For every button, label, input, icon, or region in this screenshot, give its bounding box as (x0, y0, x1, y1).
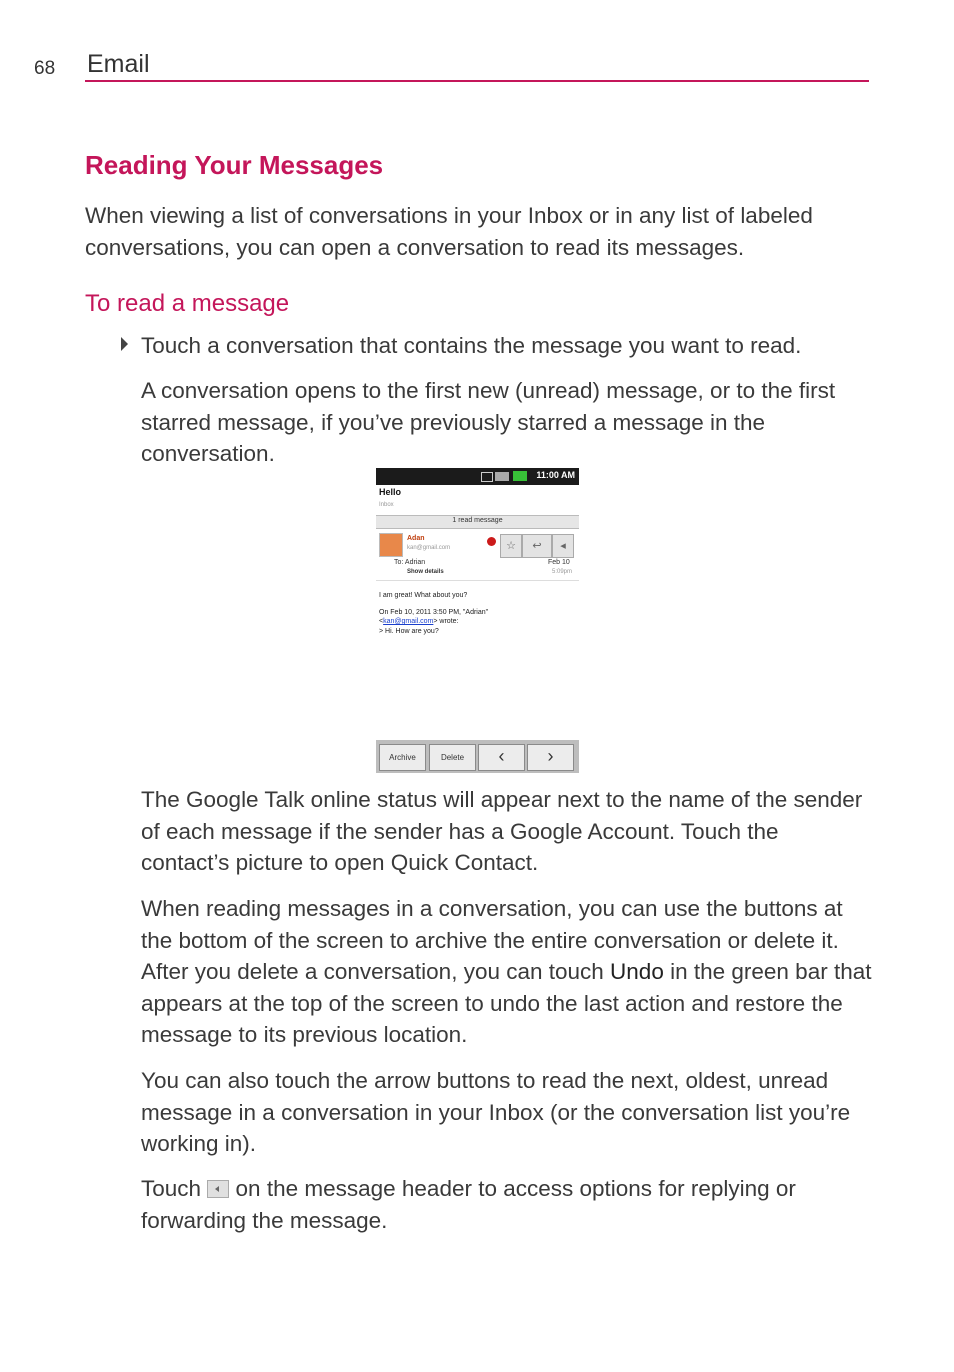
bullet-arrow-icon (121, 337, 128, 351)
paragraph-5 (141, 1173, 866, 1236)
quote-email-line: <kan@gmail.com> wrote: (379, 618, 459, 625)
paragraph-2: The Google Talk online status will appear next to the name of the sender of each message if the sender has a Google Account. Touch the contact’s picture to open Quick Contact. (141, 787, 863, 875)
intro-paragraph: When viewing a list of conversations in your Inbox or in any list of labeled conversations, you can open a conversation to read its messages. (85, 203, 813, 260)
paragraph-1: A conversation opens to the first new (unread) message, or to the first starred message, if you’ve previously starred a message in the conversation. (141, 378, 836, 466)
header-rule (85, 80, 869, 82)
page-title: Reading Your Messages (85, 150, 384, 180)
paragraph-5-after: on the message header to access options for replying or forwarding the message. (141, 1176, 796, 1233)
reply-menu-icon (207, 1180, 229, 1198)
reply-menu-icon: ◂ (560, 540, 566, 552)
paragraph-5-before: Touch (141, 1176, 208, 1201)
bottom-action-bar (376, 740, 579, 773)
status-bar (376, 468, 579, 485)
message-body: I am great! What about you? (379, 592, 468, 599)
reply-menu-button[interactable] (552, 534, 574, 558)
message-date: Feb 10 (548, 559, 570, 566)
subheading: To read a message (85, 290, 290, 317)
battery-icon (513, 471, 527, 481)
paragraph-3-after: in the green bar that appears at the top of the screen to undo the last action and restore the message to its previous location. (141, 959, 872, 1047)
quote-text: > Hi. How are you? (379, 628, 439, 635)
reply-button[interactable] (522, 534, 552, 558)
section-title: Email (87, 50, 150, 78)
message-subject: Hello (379, 487, 402, 497)
quote-header: On Feb 10, 2011 3:50 PM, "Adrian" (379, 609, 489, 616)
phone-screenshot (376, 468, 579, 773)
contact-avatar[interactable] (379, 533, 403, 557)
paragraph-3-before: When reading messages in a conversation, you can use the buttons at the bottom of the screen to archive the entire conversation or delete it. After you delete a conversation, you can touch (141, 896, 843, 984)
next-button[interactable]: › (527, 744, 574, 771)
read-messages-bar[interactable] (376, 515, 579, 529)
read-messages-text: 1 read message (452, 517, 503, 524)
reply-icon: ↩ (532, 540, 542, 552)
online-status-icon (487, 537, 496, 546)
quote-email-link[interactable]: kan@gmail.com (383, 618, 434, 625)
divider (376, 580, 579, 581)
delete-button[interactable]: Delete (429, 744, 476, 771)
signal-icon (495, 472, 509, 481)
sender-email: kan@gmail.com (407, 545, 451, 551)
page-number: 68 (34, 58, 56, 79)
star-icon: ☆ (506, 540, 516, 552)
status-time: 11:00 AM (536, 470, 575, 480)
quote-wrote: > wrote: (433, 618, 459, 625)
paragraph-4: You can also touch the arrow buttons to read the next, oldest, unread message in a conversation in your Inbox (or the conversation list you’re working in). (141, 1068, 851, 1156)
archive-button[interactable]: Archive (379, 744, 426, 771)
sender-name: Adan (407, 535, 425, 542)
recipient: To: Adrian (394, 559, 426, 566)
notification-icon (481, 472, 493, 482)
show-details-link[interactable]: Show details (407, 569, 444, 575)
undo-term: Undo (610, 959, 664, 984)
paragraph-3 (141, 893, 876, 1051)
bullet-text: Touch a conversation that contains the message you want to read. (141, 333, 802, 358)
star-button[interactable] (500, 534, 522, 558)
previous-button[interactable]: ‹ (478, 744, 525, 771)
message-time: 5:09pm (552, 569, 573, 575)
message-label: Inbox (379, 502, 394, 508)
